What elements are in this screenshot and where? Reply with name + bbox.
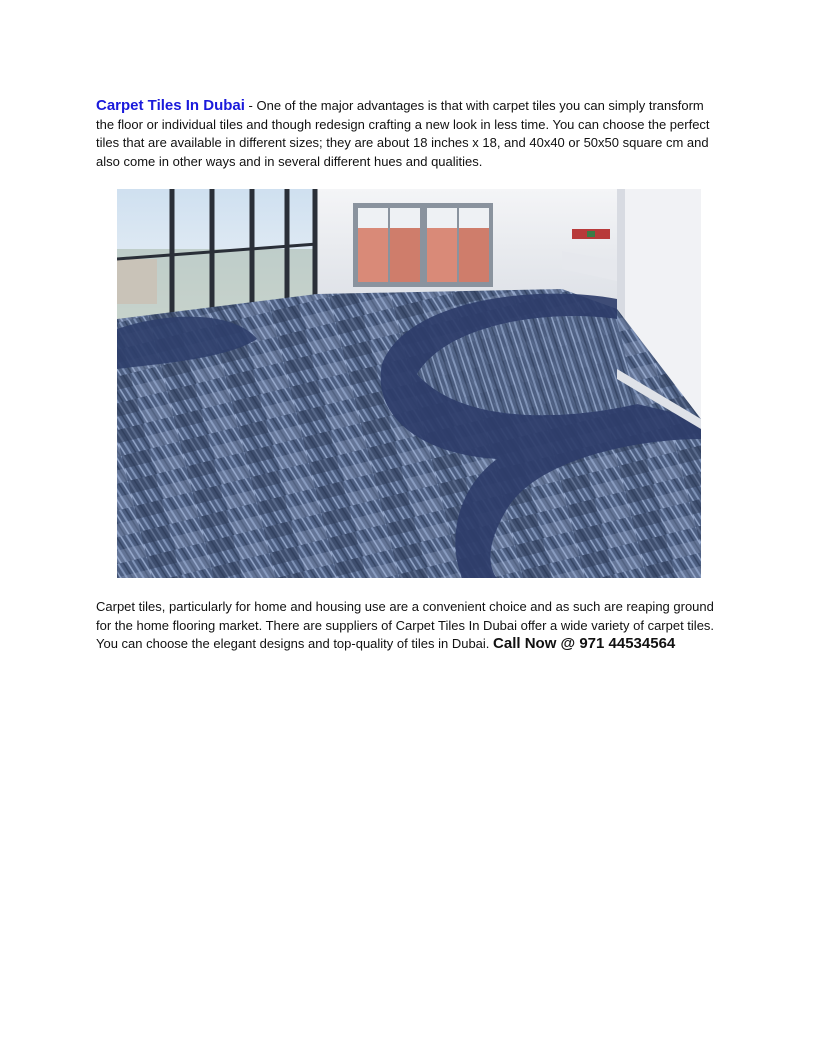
intro-text: - One of the major advantages is that with carpet tiles you can simply transform the floor or individual tiles and though redesign crafting a new look in less time. You can choose the perfect tiles that are available in different sizes; they are about 18 inches x 18, and 40x40 or 50x50 square cm and also come in other ways and in several different hues and qualities. [96,98,710,169]
carpet-photo [117,189,701,578]
call-now-text: Call Now @ 971 44534564 [493,635,676,652]
carpet-tiles-link[interactable]: Carpet Tiles In Dubai [96,97,245,114]
intro-paragraph [96,97,720,171]
carpet-photo-illustration [117,189,701,578]
closing-text: Carpet tiles, particularly for home and housing use are a convenient choice and as such are reaping ground for the home flooring market. There are suppliers of Carpet Tiles In Dubai offer a wide variety of carpet tiles. You can choose the elegant designs and top-quality of tiles in Dubai. [96,599,715,651]
closing-paragraph [96,598,720,654]
